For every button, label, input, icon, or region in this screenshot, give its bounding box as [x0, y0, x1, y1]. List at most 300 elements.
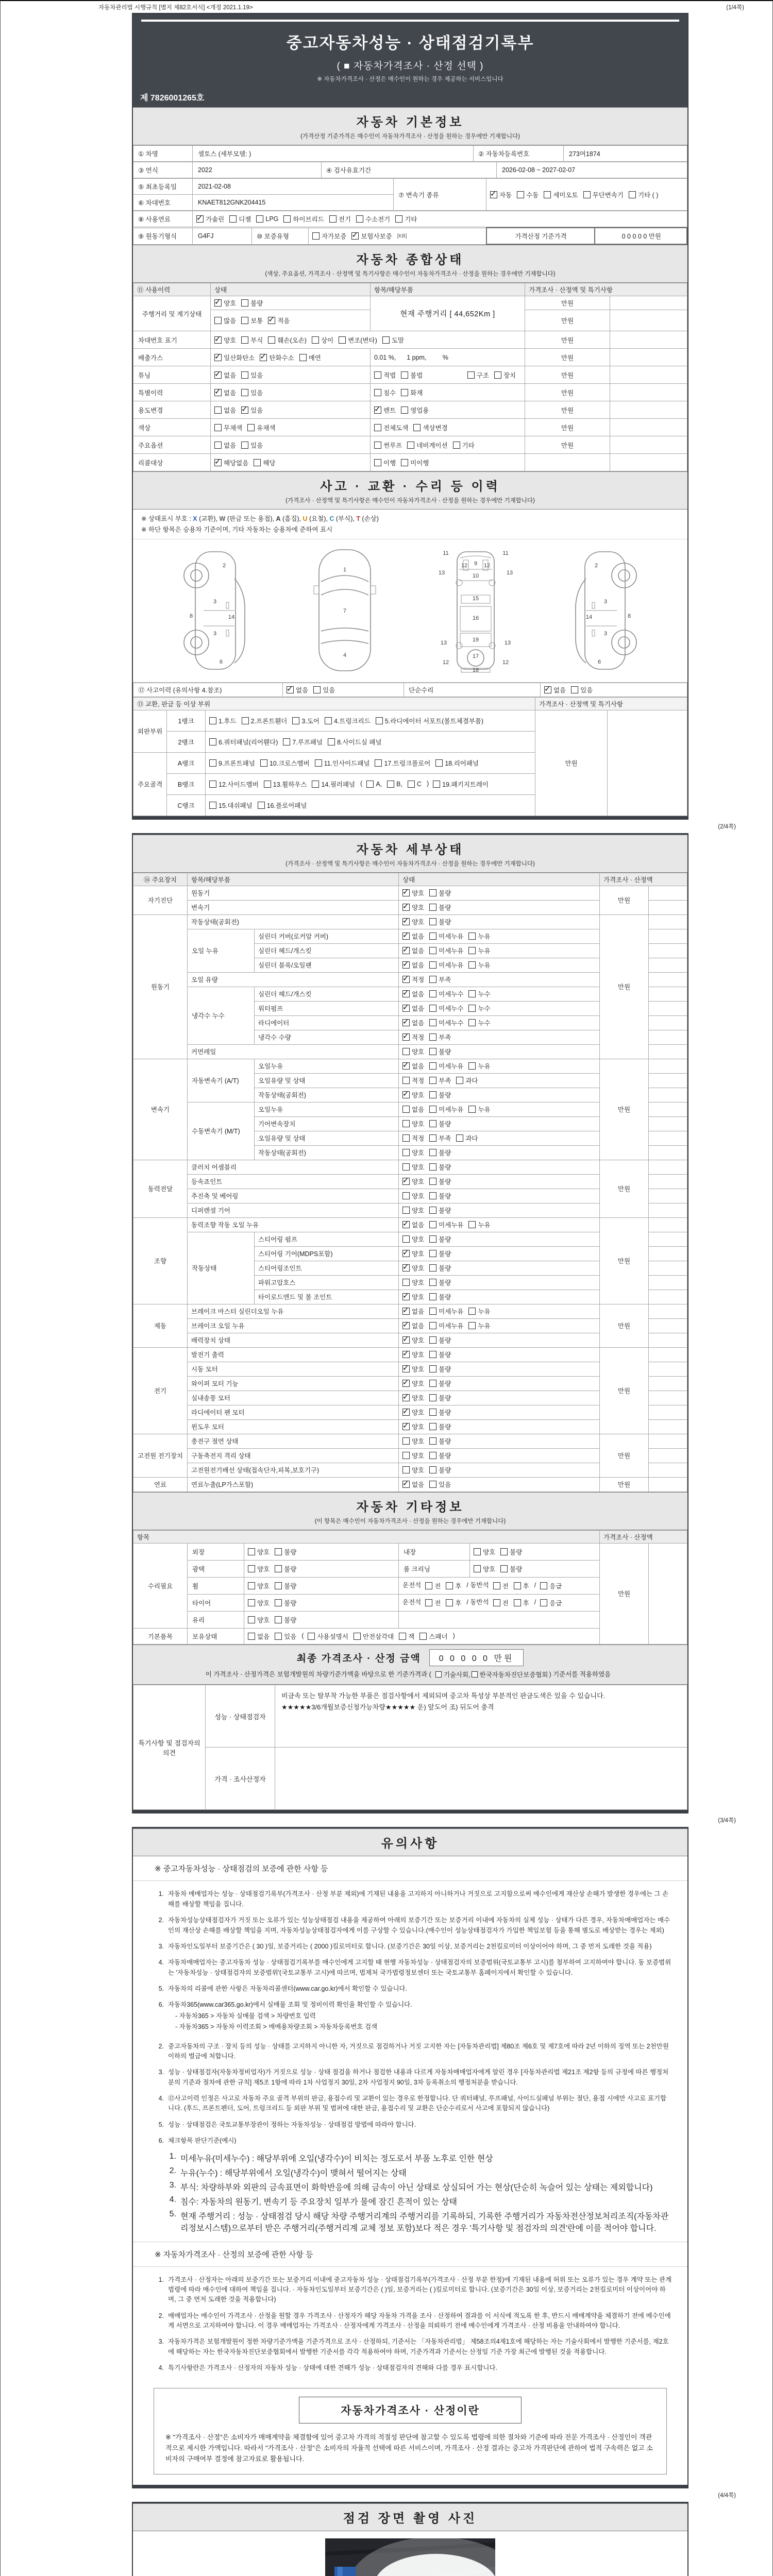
checkbox-label: 하이브리드	[293, 216, 324, 223]
checkbox[interactable]	[214, 354, 222, 361]
checkbox[interactable]	[402, 1077, 410, 1084]
checkbox[interactable]	[292, 717, 299, 724]
checkbox[interactable]	[402, 1279, 410, 1286]
checkbox[interactable]	[429, 1134, 436, 1142]
checkbox[interactable]	[209, 717, 216, 724]
checkbox[interactable]	[429, 933, 436, 940]
checkbox[interactable]	[408, 781, 415, 788]
checkbox-option	[429, 888, 451, 897]
checkbox[interactable]	[241, 299, 248, 307]
checkbox[interactable]	[468, 1308, 476, 1315]
checkbox[interactable]	[241, 317, 248, 324]
device-group-label: 연료	[133, 1477, 188, 1492]
checkbox-label: 양호	[257, 1599, 270, 1607]
inline-text: /	[534, 1582, 536, 1589]
checkbox[interactable]	[241, 442, 248, 449]
checkbox[interactable]	[468, 1106, 476, 1113]
checkbox[interactable]	[241, 371, 248, 379]
checkbox[interactable]	[402, 1351, 410, 1358]
checkbox[interactable]	[375, 759, 382, 767]
checkbox[interactable]	[468, 933, 476, 940]
checkbox[interactable]	[374, 459, 381, 466]
checkbox[interactable]	[429, 1149, 436, 1156]
checkbox[interactable]	[402, 1207, 410, 1214]
checkbox[interactable]	[429, 1409, 436, 1416]
table-row	[133, 366, 687, 384]
checkbox[interactable]	[425, 1599, 432, 1606]
overall-table	[133, 283, 687, 471]
checkbox[interactable]	[435, 759, 443, 767]
checkbox[interactable]	[209, 802, 216, 809]
checkbox[interactable]	[248, 1582, 255, 1589]
checkbox-option	[214, 353, 255, 362]
checkbox[interactable]	[248, 1633, 255, 1640]
checkbox-label: 10.크로스멤버	[269, 759, 310, 767]
checkbox[interactable]	[429, 1308, 436, 1315]
checkbox[interactable]	[429, 1019, 436, 1026]
checkbox[interactable]	[429, 1336, 436, 1344]
item-label: 클러치 어셈블리	[188, 1160, 399, 1174]
checkbox-option	[474, 1564, 495, 1573]
checkbox[interactable]	[474, 1565, 481, 1572]
checkbox-label: 양호	[224, 336, 237, 344]
checkbox[interactable]	[254, 459, 261, 466]
checkbox[interactable]	[544, 686, 551, 693]
checkbox-option	[456, 1133, 478, 1143]
checkbox[interactable]	[248, 1565, 255, 1572]
checkbox[interactable]	[429, 1380, 436, 1387]
checkbox[interactable]	[242, 717, 249, 724]
checkbox[interactable]	[435, 1671, 442, 1677]
checkbox-label: 없음	[412, 1222, 425, 1229]
checkbox-label: 후	[523, 1599, 529, 1607]
checkbox[interactable]	[402, 918, 410, 925]
checkbox[interactable]	[402, 1322, 410, 1329]
checkbox[interactable]	[402, 990, 410, 997]
checkbox[interactable]	[429, 1033, 436, 1041]
checkbox[interactable]	[544, 191, 551, 198]
checkbox-option	[402, 888, 424, 897]
checkbox[interactable]	[402, 947, 410, 954]
checkbox[interactable]	[446, 1599, 453, 1606]
checkbox[interactable]	[402, 933, 410, 940]
checkbox[interactable]	[540, 1582, 547, 1589]
checkbox[interactable]	[456, 1134, 463, 1142]
checkbox[interactable]	[540, 1599, 547, 1606]
checkbox[interactable]	[402, 961, 410, 969]
checkbox[interactable]	[214, 459, 222, 466]
checkbox[interactable]	[429, 1250, 436, 1257]
use-history-label: 색상	[133, 419, 211, 436]
item-label: 디퍼렌셜 기어	[188, 1203, 399, 1217]
checkbox[interactable]	[472, 1671, 478, 1677]
checkbox-label: 12.사이드멤버	[219, 781, 259, 788]
checkbox[interactable]	[429, 1322, 436, 1329]
checkbox[interactable]	[402, 1048, 410, 1055]
opinion-table	[133, 1685, 687, 1810]
checkbox[interactable]	[247, 424, 255, 431]
checkbox[interactable]	[429, 961, 436, 969]
checkbox[interactable]	[387, 781, 394, 788]
checkbox[interactable]	[429, 1264, 436, 1272]
panel-number: 3	[213, 598, 217, 605]
checkbox[interactable]	[402, 1466, 410, 1473]
checkbox-option	[248, 1581, 270, 1590]
checkbox[interactable]	[474, 1548, 481, 1555]
notice-item	[154, 2039, 672, 2065]
checkbox[interactable]	[429, 1120, 436, 1127]
engine-label: ⑨ 원동기형식	[133, 228, 193, 244]
checkbox[interactable]	[402, 976, 410, 983]
checkbox[interactable]	[402, 1394, 410, 1401]
status-options	[399, 1174, 600, 1189]
checkbox[interactable]	[468, 1062, 476, 1070]
checkbox[interactable]	[453, 442, 460, 449]
checkbox[interactable]	[260, 759, 267, 767]
checkbox[interactable]	[209, 781, 216, 788]
panel-number: 13	[504, 639, 511, 646]
checkbox[interactable]	[468, 1322, 476, 1329]
notice-item	[154, 2334, 672, 2360]
checkbox[interactable]	[275, 1599, 282, 1606]
form-title-block	[133, 14, 687, 107]
year-value: 2022	[193, 162, 322, 178]
checkbox-label: 응급	[549, 1582, 562, 1590]
checkbox-label: 미세누유	[439, 1308, 464, 1315]
checkbox[interactable]	[429, 1481, 436, 1488]
checkbox-option	[313, 685, 335, 694]
checkbox[interactable]	[467, 371, 475, 379]
checkbox[interactable]	[299, 354, 307, 361]
checkbox[interactable]	[429, 1293, 436, 1300]
checkbox[interactable]	[429, 1048, 436, 1055]
etc-subtitle: (이 항목은 매수인이 자동차가격조사 · 산정을 원하는 경우에만 기재합니다)	[314, 1518, 506, 1524]
checkbox[interactable]	[413, 424, 421, 431]
checkbox[interactable]	[402, 1005, 410, 1012]
checkbox[interactable]	[402, 1452, 410, 1459]
fuel-options	[193, 211, 687, 227]
checkbox[interactable]	[629, 191, 636, 198]
checkbox[interactable]	[468, 990, 476, 997]
checkbox[interactable]	[313, 686, 321, 693]
checkbox[interactable]	[374, 389, 381, 396]
checkbox[interactable]	[339, 336, 346, 344]
checkbox[interactable]	[374, 424, 381, 431]
checkbox[interactable]	[401, 371, 408, 379]
status-options	[399, 1405, 600, 1419]
checkbox[interactable]	[401, 389, 408, 396]
checkbox[interactable]	[248, 1548, 255, 1555]
checkbox[interactable]	[275, 1633, 282, 1640]
checkbox[interactable]	[571, 686, 578, 693]
checkbox[interactable]	[490, 191, 497, 198]
final-price-block	[133, 1645, 687, 1685]
checkbox[interactable]	[258, 802, 265, 809]
checkbox[interactable]	[402, 1091, 410, 1098]
checkbox[interactable]	[275, 1582, 282, 1589]
checkbox[interactable]	[229, 215, 237, 223]
checkbox-label: 불량	[439, 1395, 451, 1402]
checkbox[interactable]	[376, 717, 383, 724]
simple-repair-options	[541, 683, 687, 697]
checkbox[interactable]	[402, 1336, 410, 1344]
checkbox[interactable]	[260, 354, 267, 361]
checkbox[interactable]	[429, 1178, 436, 1185]
checkbox[interactable]	[402, 1409, 410, 1416]
checkbox[interactable]	[429, 1235, 436, 1243]
checkbox-label: 불량	[439, 904, 451, 911]
checkbox[interactable]	[402, 1178, 410, 1185]
checkbox[interactable]	[256, 215, 263, 223]
checkbox[interactable]	[329, 215, 337, 223]
criteria-number: 5.	[169, 2209, 176, 2218]
checkbox[interactable]	[402, 1437, 410, 1445]
checkbox[interactable]	[402, 1308, 410, 1315]
checkbox[interactable]	[500, 1565, 508, 1572]
checkbox-label: 1.후드	[219, 717, 237, 725]
checkbox[interactable]	[308, 1633, 315, 1640]
checkbox[interactable]	[429, 1077, 436, 1084]
checkbox[interactable]	[429, 990, 436, 997]
checkbox[interactable]	[429, 1091, 436, 1098]
checkbox[interactable]	[402, 1293, 410, 1300]
checkbox[interactable]	[494, 371, 501, 379]
checkbox[interactable]	[214, 442, 222, 449]
notice-item-number: 2.	[158, 1917, 164, 1924]
remark-cell	[649, 1261, 687, 1275]
checkbox[interactable]	[241, 336, 248, 344]
checkbox[interactable]	[209, 738, 216, 745]
checkbox-label: 응급	[549, 1599, 562, 1607]
checkbox[interactable]	[429, 1106, 436, 1113]
checkbox[interactable]	[402, 1235, 410, 1243]
checkbox[interactable]	[283, 738, 290, 745]
checkbox[interactable]	[395, 215, 402, 223]
checkbox[interactable]	[312, 781, 319, 788]
checkbox[interactable]	[468, 1019, 476, 1026]
use-history-label: 주행거리 및 계기상태	[133, 296, 211, 331]
notice-item-number: 4.	[158, 1959, 164, 1967]
checkbox-option	[402, 1220, 424, 1229]
etc-col-price: 가격조사 · 산정액	[600, 1530, 687, 1543]
checkbox[interactable]	[468, 1005, 476, 1012]
remark-cell	[610, 454, 687, 471]
checkbox[interactable]	[402, 1106, 410, 1113]
checkbox-option	[402, 1451, 424, 1460]
checkbox[interactable]	[468, 947, 476, 954]
checkbox[interactable]	[275, 1565, 282, 1572]
checkbox[interactable]	[214, 299, 222, 307]
checkbox[interactable]	[328, 738, 335, 745]
remark-cell	[649, 1419, 687, 1434]
checkbox[interactable]	[312, 336, 319, 344]
notice-item-number: 5.	[158, 1985, 164, 1993]
checkbox[interactable]	[402, 1423, 410, 1430]
checkbox[interactable]	[446, 1582, 453, 1589]
checkbox[interactable]	[493, 1582, 500, 1589]
item-label: 실린더 커버(로커암 커버)	[255, 929, 399, 943]
checkbox[interactable]	[517, 191, 524, 198]
checkbox[interactable]	[429, 889, 436, 896]
checkbox-label: 적정	[412, 1135, 425, 1142]
checkbox[interactable]	[429, 918, 436, 925]
checkbox[interactable]	[583, 191, 591, 198]
checkbox-option	[571, 685, 593, 694]
rank-label: 1랭크	[167, 710, 206, 731]
checkbox[interactable]	[468, 961, 476, 969]
checkbox[interactable]	[514, 1599, 521, 1606]
checkbox[interactable]	[241, 406, 248, 414]
checkbox[interactable]	[402, 1192, 410, 1199]
checkbox-option	[429, 1162, 451, 1172]
checkbox[interactable]	[268, 336, 275, 344]
checkbox[interactable]	[209, 759, 216, 767]
checkbox[interactable]	[287, 686, 294, 693]
checkbox-label: 불량	[439, 1193, 451, 1200]
checkbox[interactable]	[419, 1633, 427, 1640]
state-code-symbol: W	[219, 515, 226, 522]
checkbox[interactable]	[402, 1033, 410, 1041]
checkbox[interactable]	[402, 1163, 410, 1171]
status-options	[399, 1160, 600, 1174]
checkbox[interactable]	[214, 389, 222, 396]
status-options	[211, 384, 371, 401]
checkbox[interactable]	[402, 889, 410, 896]
checkbox[interactable]	[429, 947, 436, 954]
checkbox[interactable]	[429, 1394, 436, 1401]
checkbox[interactable]	[429, 1452, 436, 1459]
checkbox-label: 적정	[412, 1077, 425, 1084]
status-options	[399, 1015, 600, 1030]
checkbox[interactable]	[283, 215, 291, 223]
checkbox-label: 있음	[250, 389, 263, 397]
checkbox[interactable]	[374, 442, 381, 449]
checkbox[interactable]	[402, 1481, 410, 1488]
checkbox[interactable]	[429, 1221, 436, 1228]
checkbox-label: 불량	[439, 919, 451, 926]
checkbox[interactable]	[214, 406, 222, 414]
table-row	[133, 179, 687, 195]
checkbox[interactable]	[214, 317, 222, 324]
checkbox[interactable]	[268, 317, 275, 324]
price-cell: 만원	[600, 1434, 649, 1477]
checkbox[interactable]	[468, 1221, 476, 1228]
criteria-text: 침수: 자동차의 원동기, 변속기 등 주요장치 일부가 물에 잠긴 흔적이 있는 상태	[180, 2197, 457, 2207]
checkbox[interactable]	[241, 389, 248, 396]
checkbox[interactable]	[425, 1582, 432, 1589]
checkbox-option	[382, 335, 404, 345]
checkbox-option	[292, 716, 320, 725]
checkbox[interactable]	[429, 1437, 436, 1445]
status-options	[244, 1611, 399, 1628]
checkbox[interactable]	[429, 976, 436, 983]
checkbox[interactable]	[325, 717, 332, 724]
checkbox[interactable]	[402, 1264, 410, 1272]
checkbox[interactable]	[402, 1149, 410, 1156]
checkbox[interactable]	[374, 406, 381, 414]
sub-group-label: 자동변속기 (A/T)	[188, 1059, 255, 1102]
checkbox[interactable]	[214, 371, 222, 379]
checkbox[interactable]	[248, 1616, 255, 1623]
checkbox[interactable]	[401, 406, 408, 414]
checkbox[interactable]	[456, 1077, 463, 1084]
notice-item	[154, 2360, 672, 2376]
checkbox[interactable]	[429, 904, 436, 911]
device-group-label: 원동기	[133, 914, 188, 1059]
checkbox-label: 세미오토	[553, 191, 578, 199]
checkbox[interactable]	[366, 781, 374, 788]
checkbox[interactable]	[351, 232, 359, 240]
checkbox[interactable]	[399, 1633, 406, 1640]
checkbox[interactable]	[429, 1163, 436, 1171]
checkbox[interactable]	[402, 1221, 410, 1228]
checkbox-option	[402, 1321, 424, 1330]
checkbox[interactable]	[493, 1599, 500, 1606]
table-row	[133, 1748, 687, 1810]
checkbox[interactable]	[275, 1616, 282, 1623]
checkbox[interactable]	[429, 1062, 436, 1070]
remark-cell	[649, 1318, 687, 1333]
notice-warranty-items	[133, 1881, 687, 2038]
checkbox[interactable]	[196, 215, 204, 223]
checkbox[interactable]	[514, 1582, 521, 1589]
checkbox[interactable]	[214, 336, 222, 344]
checkbox[interactable]	[354, 1633, 361, 1640]
checkbox[interactable]	[374, 371, 381, 379]
checkbox[interactable]	[402, 1019, 410, 1026]
checkbox[interactable]	[356, 215, 363, 223]
checkbox[interactable]	[401, 459, 408, 466]
checkbox[interactable]	[429, 1365, 436, 1372]
checkbox-label: 15.대쉬패널	[219, 802, 253, 809]
checkbox[interactable]	[429, 1351, 436, 1358]
checkbox[interactable]	[429, 1423, 436, 1430]
checkbox[interactable]	[315, 759, 322, 767]
state-code-symbol: C	[329, 515, 334, 522]
checkbox[interactable]	[382, 336, 390, 344]
checkbox[interactable]	[402, 904, 410, 911]
checkbox[interactable]	[402, 1365, 410, 1372]
checkbox[interactable]	[248, 1599, 255, 1606]
checkbox[interactable]	[433, 781, 440, 788]
checkbox[interactable]	[429, 1207, 436, 1214]
checkbox[interactable]	[275, 1548, 282, 1555]
checkbox-label: 후	[523, 1582, 529, 1590]
checkbox[interactable]	[402, 1120, 410, 1127]
checkbox[interactable]	[402, 1134, 410, 1142]
checkbox[interactable]	[402, 1062, 410, 1070]
checkbox[interactable]	[500, 1548, 508, 1555]
panel-number: 12	[442, 659, 449, 666]
checkbox[interactable]	[312, 232, 320, 240]
checkbox-option	[402, 1090, 424, 1099]
checkbox-option	[374, 370, 396, 380]
checkbox[interactable]	[214, 424, 222, 431]
checkbox[interactable]	[264, 781, 271, 788]
checkbox[interactable]	[429, 1192, 436, 1199]
price-cell: 만원	[525, 436, 610, 454]
checkbox-label: 양호	[412, 1048, 425, 1056]
checkbox-option	[214, 458, 248, 467]
checkbox[interactable]	[402, 1380, 410, 1387]
checkbox[interactable]	[402, 1250, 410, 1257]
checkbox-label: 스패너	[429, 1633, 448, 1640]
checkbox[interactable]	[429, 1005, 436, 1012]
checkbox-option	[433, 779, 489, 789]
checkbox[interactable]	[407, 442, 414, 449]
checkbox[interactable]	[429, 1466, 436, 1473]
checkbox[interactable]	[429, 1279, 436, 1286]
